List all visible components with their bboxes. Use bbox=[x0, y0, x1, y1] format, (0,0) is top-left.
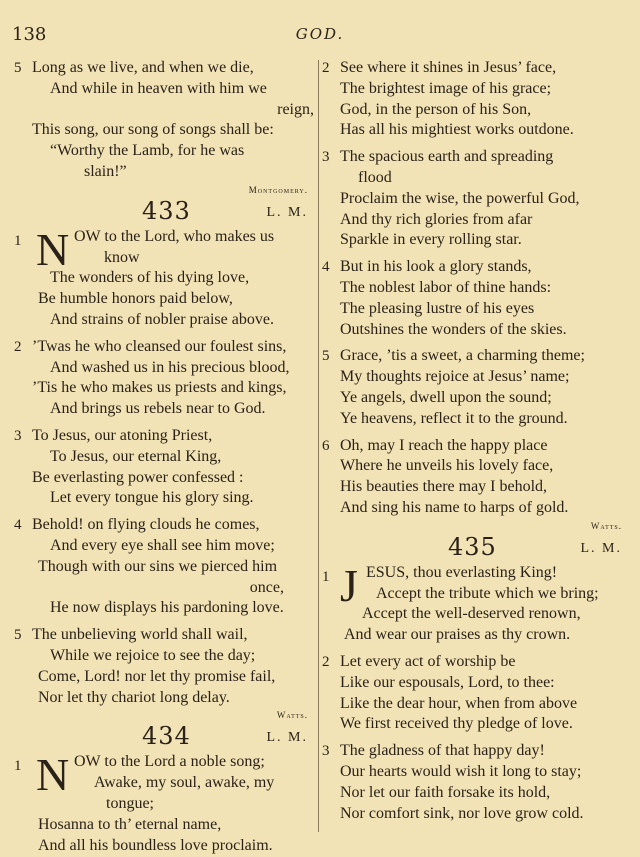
verse-line: reign, bbox=[277, 100, 314, 118]
verse-line: Let every act of worship be bbox=[340, 652, 516, 670]
verse-line: Like the dear hour, when from above bbox=[340, 694, 578, 712]
verse-line: While we rejoice to see the day; bbox=[50, 646, 256, 664]
verse-number: 4 bbox=[14, 517, 22, 534]
verse-line: My thoughts rejoice at Jesus’ name; bbox=[340, 368, 570, 386]
verse-line: Awake, my soul, awake, my bbox=[94, 774, 275, 792]
verse bbox=[14, 749, 314, 856]
verse-line: ’Tis he who makes us priests and kings, bbox=[32, 379, 287, 397]
verse bbox=[14, 426, 314, 509]
verse bbox=[14, 223, 314, 331]
drop-cap: N bbox=[36, 223, 70, 275]
verse-line: Be humble honors paid below, bbox=[38, 290, 233, 308]
verse-line: See where it shines in Jesus’ face, bbox=[340, 59, 557, 76]
hymn-meter: L. M. bbox=[580, 540, 622, 556]
verse-number: 5 bbox=[14, 627, 22, 644]
hymn-header bbox=[322, 533, 628, 563]
verse-line: Ye heavens, reflect it to the ground. bbox=[340, 409, 568, 427]
verse-line: The gladness of that happy day! bbox=[340, 742, 545, 760]
verse-line: Behold! on flying clouds he comes, bbox=[32, 516, 260, 534]
author-attribution: Watts. bbox=[590, 520, 622, 531]
hymn-header bbox=[14, 197, 314, 227]
verse-line: Like our espousals, Lord, to thee: bbox=[340, 673, 555, 691]
verse-line: And thy rich glories from afar bbox=[340, 210, 533, 228]
verse-line: Oh, may I reach the happy place bbox=[340, 436, 548, 454]
verse-line: And every eye shall see him move; bbox=[50, 536, 275, 554]
verse bbox=[14, 337, 314, 420]
verse bbox=[14, 625, 314, 708]
verse-line: Long as we live, and when we die, bbox=[32, 59, 254, 76]
verse-line: His beauties there may I behold, bbox=[340, 478, 548, 496]
verse-number: 2 bbox=[322, 653, 330, 670]
verse-line: The brightest image of his grace; bbox=[340, 79, 552, 97]
verse-line: To Jesus, our atoning Priest, bbox=[32, 426, 213, 444]
verse-line: Sparkle in every rolling star. bbox=[340, 231, 522, 249]
verse-number: 2 bbox=[322, 60, 330, 76]
verse-line: And sing his name to harps of gold. bbox=[340, 498, 569, 516]
verse-number: 3 bbox=[322, 149, 330, 166]
verse-line: This song, our song of songs shall be: bbox=[32, 121, 274, 139]
verse-line: Proclaim the wise, the powerful God, bbox=[340, 189, 580, 207]
verse-number: 6 bbox=[322, 437, 330, 454]
author-attribution: Montgomery. bbox=[248, 184, 308, 195]
verse-number: 1 bbox=[14, 758, 22, 775]
verse-line: We first received thy pledge of love. bbox=[340, 715, 573, 733]
verse-line: Our hearts would wish it long to stay; bbox=[340, 762, 582, 780]
verse bbox=[322, 652, 628, 735]
right-column bbox=[322, 58, 628, 824]
verse-line: tongue; bbox=[106, 794, 154, 812]
column-divider bbox=[318, 60, 319, 832]
verse-line: And brings us rebels near to God. bbox=[50, 400, 266, 418]
verse-line: slain!” bbox=[84, 162, 127, 180]
verse-line: know bbox=[104, 248, 140, 266]
verse-line: Accept the tribute which we bring; bbox=[376, 584, 599, 602]
verse-line: Where he unveils his lovely face, bbox=[340, 457, 554, 475]
verse-line: The pleasing lustre of his eyes bbox=[340, 299, 535, 317]
verse-number: 3 bbox=[322, 743, 330, 760]
verse-line: To Jesus, our eternal King, bbox=[50, 447, 222, 465]
verse-number: 5 bbox=[14, 60, 22, 76]
verse bbox=[322, 147, 628, 251]
verse-number: 2 bbox=[14, 338, 22, 355]
verse-line: And wear our praises as thy crown. bbox=[344, 626, 571, 644]
verse bbox=[14, 58, 314, 183]
verse-line: ’Twas he who cleansed our foulest sins, bbox=[32, 337, 287, 355]
verse-number: 5 bbox=[322, 348, 330, 365]
verse-line: OW to the Lord a noble song; bbox=[74, 753, 265, 771]
verse-number: 1 bbox=[14, 232, 22, 249]
verse bbox=[322, 257, 628, 340]
verse-line: Outshines the wonders of the skies. bbox=[340, 320, 567, 338]
verse bbox=[322, 58, 628, 141]
verse-line: And while in heaven with him we bbox=[50, 79, 267, 97]
verse-line: And strains of nobler praise above. bbox=[50, 310, 274, 328]
verse-line: Though with our sins we pierced him bbox=[38, 557, 278, 575]
verse-number: 4 bbox=[322, 259, 330, 276]
verse-line: Grace, ’tis a sweet, a charming theme; bbox=[340, 347, 585, 365]
verse-number: 3 bbox=[14, 427, 22, 444]
verse-line: Be everlasting power confessed : bbox=[32, 468, 244, 486]
hymn-header bbox=[14, 722, 314, 752]
hymn-number: 433 bbox=[142, 196, 191, 225]
hymn-number: 434 bbox=[142, 722, 191, 751]
verse-number: 1 bbox=[322, 568, 330, 585]
verse-line: flood bbox=[358, 168, 392, 186]
verse-line: The unbelieving world shall wail, bbox=[32, 626, 248, 644]
verse-line: Ye angels, dwell upon the sound; bbox=[340, 388, 552, 406]
verse-line: Has all his mightiest works outdone. bbox=[340, 121, 574, 139]
hymn-meter: L. M. bbox=[266, 730, 308, 746]
verse-line: “Worthy the Lamb, for he was bbox=[50, 142, 245, 160]
verse bbox=[322, 741, 628, 824]
verse bbox=[14, 515, 314, 619]
verse-line: Hosanna to th’ eternal name, bbox=[38, 815, 222, 833]
hymn-meter: L. M. bbox=[266, 204, 308, 220]
verse-line: But in his look a glory stands, bbox=[340, 258, 532, 276]
verse-line: Accept the well-deserved renown, bbox=[362, 605, 581, 623]
left-column bbox=[14, 58, 314, 856]
drop-cap: J bbox=[340, 559, 358, 611]
author-attribution: Watts. bbox=[276, 710, 308, 721]
running-head: GOD. bbox=[295, 25, 345, 43]
verse-line: Nor let our faith forsake its hold, bbox=[340, 783, 551, 801]
verse-line: OW to the Lord, who makes us bbox=[74, 227, 275, 245]
verse-line: God, in the person of his Son, bbox=[340, 100, 532, 118]
hymn-number: 435 bbox=[448, 532, 497, 561]
verse-line: The noblest labor of thine hands: bbox=[340, 278, 552, 296]
verse-line: And washed us in his precious blood, bbox=[50, 358, 290, 376]
verse bbox=[322, 436, 628, 519]
verse-line: Nor comfort sink, nor love grow cold. bbox=[340, 804, 584, 822]
page-number: 138 bbox=[12, 24, 47, 45]
verse-line: ESUS, thou everlasting King! bbox=[366, 563, 558, 581]
verse-line: The spacious earth and spreading bbox=[340, 148, 554, 166]
verse-line: Nor let thy chariot long delay. bbox=[38, 688, 230, 706]
verse-line: Let every tongue his glory sing. bbox=[50, 489, 254, 507]
verse-line: The wonders of his dying love, bbox=[50, 269, 250, 287]
verse-line: And all his boundless love proclaim. bbox=[38, 836, 273, 854]
verse-line: He now displays his pardoning love. bbox=[50, 599, 284, 617]
verse-line: Come, Lord! nor let thy promise fail, bbox=[38, 667, 276, 685]
drop-cap: N bbox=[36, 749, 70, 801]
verse bbox=[322, 346, 628, 429]
verse bbox=[322, 559, 628, 646]
verse-line: once, bbox=[249, 578, 284, 596]
